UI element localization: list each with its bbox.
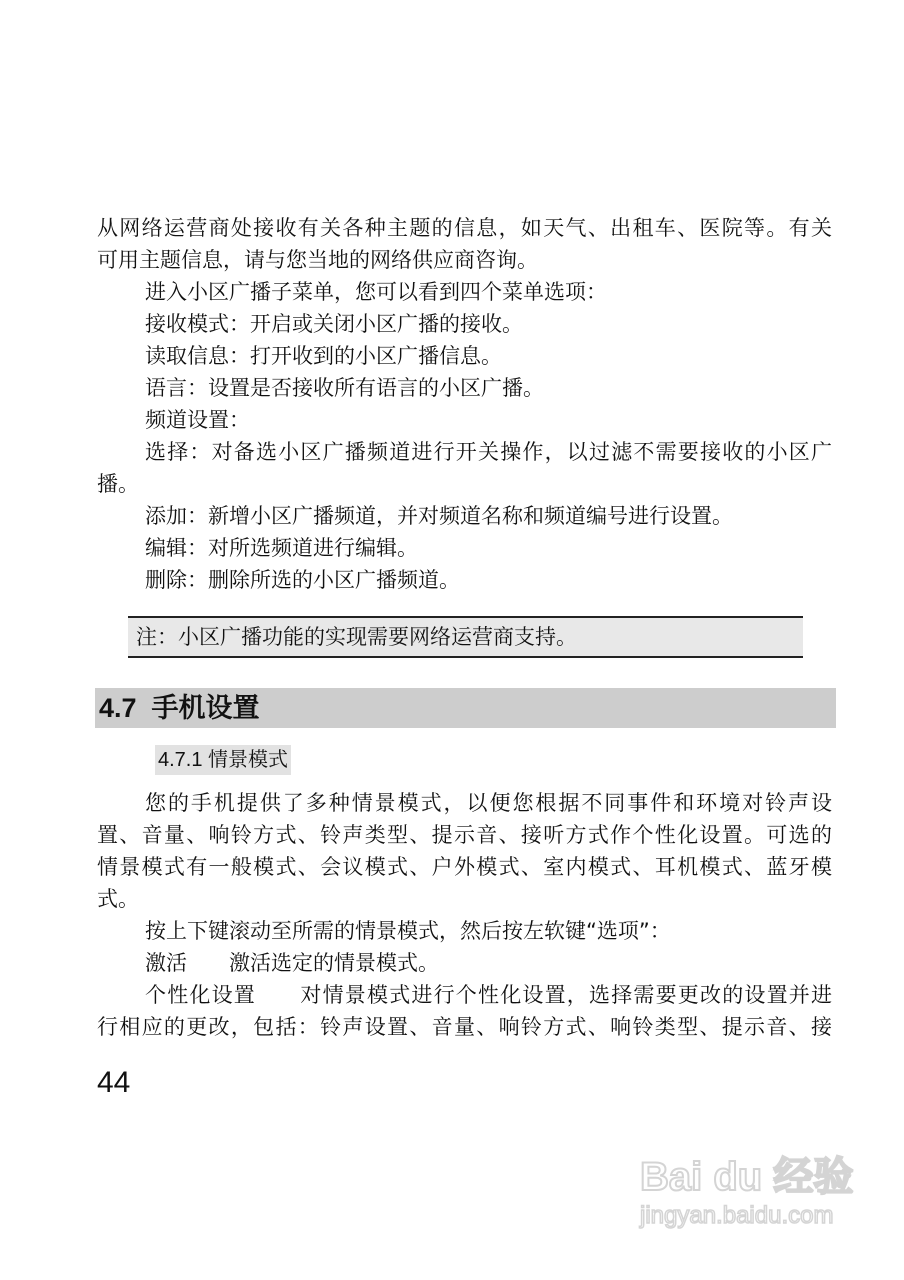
body-line: 您的手机提供了多种情景模式，以便您根据不同事件和环境对铃声设 [145, 791, 832, 815]
body-line: 置、音量、响铃方式、铃声类型、提示音、接听方式作个性化设置。可选的 [97, 823, 832, 847]
subsection-heading: 4.7.1 情景模式 [158, 749, 289, 771]
body-line: 编辑：对所选频道进行编辑。 [145, 536, 418, 560]
watermark-url: jingyan.baidu.com [640, 1202, 834, 1229]
body-line: 接收模式：开启或关闭小区广播的接收。 [145, 312, 523, 336]
body-line: 式。 [97, 887, 139, 911]
body-line: 情景模式有一般模式、会议模式、户外模式、室内模式、耳机模式、蓝牙模 [97, 855, 832, 879]
body-line: 频道设置： [145, 408, 250, 432]
body-line: 个性化设置 对情景模式进行个性化设置，选择需要更改的设置并进 [145, 983, 832, 1007]
baidu-watermark [640, 1145, 853, 1230]
baidu-jingyan-logo: Bai du 经验 [640, 1155, 854, 1199]
body-line: 按上下键滚动至所需的情景模式，然后按左软键“选项”： [145, 919, 671, 943]
page-number: 44 [97, 1066, 131, 1099]
note-text: 注：小区广播功能的实现需要网络运营商支持。 [136, 625, 577, 649]
section-heading-bar [95, 688, 836, 728]
body-line: 行相应的更改，包括：铃声设置、音量、响铃方式、响铃类型、提示音、接 [97, 1015, 832, 1039]
section-heading: 4.7 手机设置 [99, 693, 260, 723]
body-line: 语言：设置是否接收所有语言的小区广播。 [145, 376, 544, 400]
body-line: 进入小区广播子菜单，您可以看到四个菜单选项： [145, 280, 607, 304]
body-line: 读取信息：打开收到的小区广播信息。 [145, 344, 502, 368]
body-line: 删除：删除所选的小区广播频道。 [145, 568, 460, 592]
subsection-heading-bar [155, 745, 291, 775]
body-line: 选择：对备选小区广播频道进行开关操作，以过滤不需要接收的小区广 [145, 440, 832, 464]
body-line: 从网络运营商处接收有关各种主题的信息，如天气、出租车、医院等。有关 [97, 216, 832, 240]
body-line: 播。 [97, 472, 139, 496]
body-line: 激活 激活选定的情景模式。 [145, 951, 439, 975]
body-line: 可用主题信息，请与您当地的网络供应商咨询。 [97, 248, 538, 272]
note-box [128, 616, 803, 658]
body-line: 添加：新增小区广播频道，并对频道名称和频道编号进行设置。 [145, 504, 733, 528]
